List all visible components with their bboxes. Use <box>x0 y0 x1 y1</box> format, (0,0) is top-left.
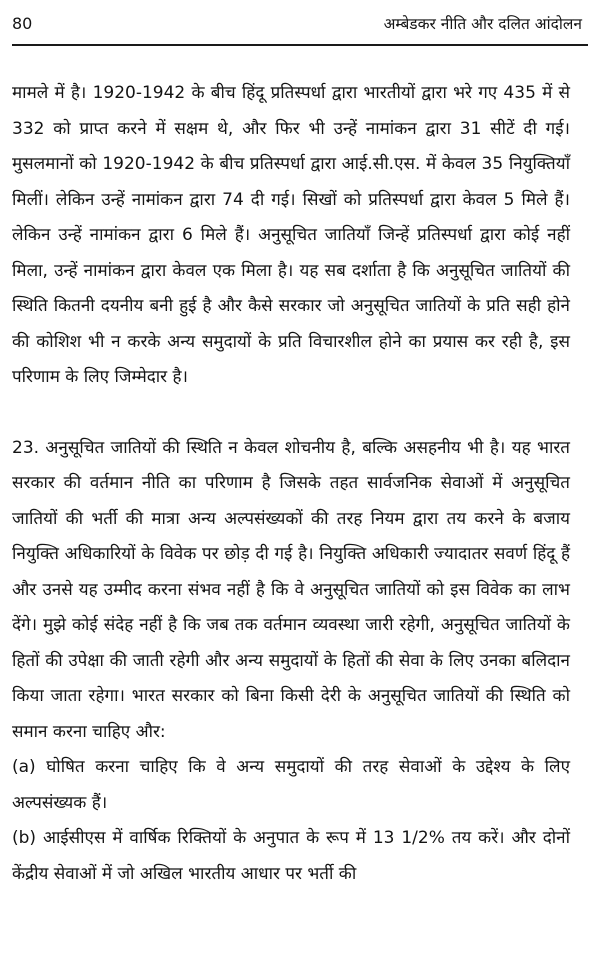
paragraph-1: मामले में है। 1920-1942 के बीच हिंदू प्रतिस्पर्धा द्वारा भारतीयों द्वारा भरे गए 435 में से 332 को प्राप्त करने में सक्षम थे, और फिर भी उन्हें नामांकन द्वारा 31 सीटें दी गई। मुसलमानों को 1920-1942 के बीच प्रतिस्पर्धा द्वारा आई.सी.एस. में केवल 35 नियुक्तियाँ मिलीं। लेकिन उन्हें नामांकन द्वारा 74 दी गई। सिखों को प्रतिस्पर्धा द्वारा केवल 5 मिले हैं। लेकिन उन्हें नामांकन द्वारा 6 मिले हैं। अनुसूचित जातियाँ जिन्हें प्रतिस्पर्धा द्वारा कोई नहीं मिला, उन्हें नामांकन द्वारा केवल एक मिला है। यह सब दर्शाता है कि अनुसूचित जातियों की स्थिति कितनी दयनीय बनी हुई है और कैसे सरकार जो अनुसूचित जातियों के प्रति सही होने की कोशिश भी न करके अन्य समुदायों के प्रति विचारशील होने का प्रयास कर रही है, इस परिणाम के लिए जिम्मेदार है। <box>12 83 570 387</box>
page-number: 80 <box>12 14 33 33</box>
page-header <box>12 0 588 46</box>
page-body <box>12 76 570 892</box>
paragraph-23: 23. अनुसूचित जातियों की स्थिति न केवल शोचनीय है, बल्कि असहनीय भी है। यह भारत सरकार की वर्तमान नीति का परिणाम है जिसके तहत सार्वजनिक सेवाओं में अनुसूचित जातियों की भर्ती की मात्रा अन्य अल्पसंख्यकों की तरह नियम द्वारा तय करने के बजाय नियुक्ति अधिकारियों के विवेक पर छोड़ दी गई है। नियुक्ति अधिकारी ज्यादातर सवर्ण हिंदू हैं और उनसे यह उम्मीद करना संभव नहीं है कि वे अनुसूचित जातियों को इस विवेक का लाभ देंगे। मुझे कोई संदेह नहीं है कि जब तक वर्तमान व्यवस्था जारी रहेगी, अनुसूचित जातियों के हितों की उपेक्षा की जाती रहेगी और अन्य समुदायों के हितों की सेवा के लिए उनका बलिदान किया जाता रहेगा। भारत सरकार को बिना किसी देरी के अनुसूचित जातियों की स्थिति को समान करना चाहिए और: <box>12 437 570 742</box>
list-item-a: (a) घोषित करना चाहिए कि वे अन्य समुदायों की तरह सेवाओं के उद्देश्य के लिए अल्पसंख्यक हैं। <box>12 757 570 813</box>
running-title: अम्बेडकर नीति और दलित आंदोलन <box>383 15 582 33</box>
list-item-b: (b) आईसीएस में वार्षिक रिक्तियों के अनुपात के रूप में 13 1/2% तय करें। और दोनों केंद्रीय सेवाओं में जो अखिल भारतीय आधार पर भर्ती की <box>12 828 570 884</box>
paragraph-gap <box>12 396 570 431</box>
